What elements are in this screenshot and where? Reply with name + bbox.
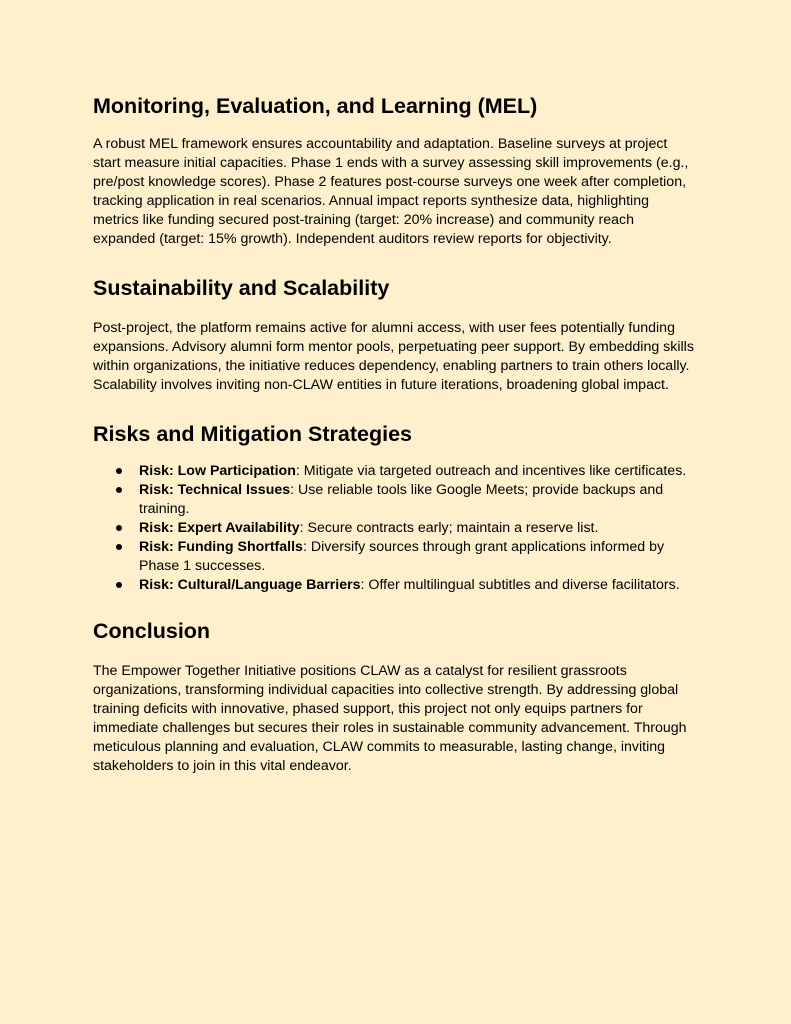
risk-label: Risk: Funding Shortfalls	[139, 539, 303, 555]
text-line: expansions. Advisory alumni form mentor pools, perpetuating peer support. By embedding skills	[93, 339, 694, 355]
text-line: stakeholders to join in this vital endeavor.	[93, 758, 352, 774]
risk-text: Phase 1 successes.	[139, 558, 266, 574]
list-item	[115, 481, 698, 519]
mel-paragraph	[93, 135, 698, 249]
text-line: organizations, transforming individual capacities into collective strength. By addressing global	[93, 682, 679, 698]
risk-label: Risk: Technical Issues	[139, 482, 291, 498]
risk-label: Risk: Cultural/Language Barriers	[139, 577, 361, 593]
text-line: metrics like funding secured post-training (target: 20% increase) and community reach	[93, 212, 634, 228]
sustainability-heading: Sustainability and Scalability	[93, 276, 390, 300]
conclusion-paragraph	[93, 662, 698, 776]
list-item	[115, 519, 698, 538]
sustainability-paragraph	[93, 319, 698, 395]
text-line: expanded (target: 15% growth). Independent auditors review reports for objectivity.	[93, 231, 612, 247]
text-line: The Empower Together Initiative positions CLAW as a catalyst for resilient grassroots	[93, 663, 627, 679]
list-item	[115, 462, 698, 481]
text-line: immediate challenges but secures their roles in sustainable community advancement. Through	[93, 720, 687, 736]
text-line: pre/post knowledge scores). Phase 2 features post-course surveys one week after completion,	[93, 174, 687, 190]
risk-text: training.	[139, 501, 190, 517]
text-line: within organizations, the initiative reduces dependency, enabling partners to train others locally.	[93, 358, 690, 374]
risks-list	[93, 462, 698, 595]
text-line: Scalability involves inviting non-CLAW entities in future iterations, broadening global impact.	[93, 377, 669, 393]
risk-text: : Mitigate via targeted outreach and incentives like certificates.	[295, 463, 687, 479]
risk-label: Risk: Expert Availability	[139, 520, 300, 536]
risk-text: : Diversify sources through grant applications informed by	[302, 539, 665, 555]
text-line: start measure initial capacities. Phase 1 ends with a survey assessing skill improvements (e.g.,	[93, 155, 689, 171]
list-item	[115, 538, 698, 576]
text-line: meticulous planning and evaluation, CLAW commits to measurable, lasting change, inviting	[93, 739, 666, 755]
mel-heading: Monitoring, Evaluation, and Learning (MEL)	[93, 94, 538, 118]
risks-heading: Risks and Mitigation Strategies	[93, 422, 412, 446]
conclusion-heading: Conclusion	[93, 619, 211, 643]
risk-text: : Use reliable tools like Google Meets; provide backups and	[290, 482, 664, 498]
risk-text: : Secure contracts early; maintain a reserve list.	[299, 520, 599, 536]
text-line: tracking application in real scenarios. Annual impact reports synthesize data, highlighting	[93, 193, 649, 209]
text-line: Post-project, the platform remains active for alumni access, with user fees potentially funding	[93, 320, 675, 336]
text-line: training deficits with innovative, phased support, this project not only equips partners for	[93, 701, 643, 717]
list-item	[115, 576, 698, 595]
risk-text: : Offer multilingual subtitles and diverse facilitators.	[360, 577, 680, 593]
text-line: A robust MEL framework ensures accountability and adaptation. Baseline surveys at project	[93, 136, 668, 152]
risk-label: Risk: Low Participation	[139, 463, 296, 479]
